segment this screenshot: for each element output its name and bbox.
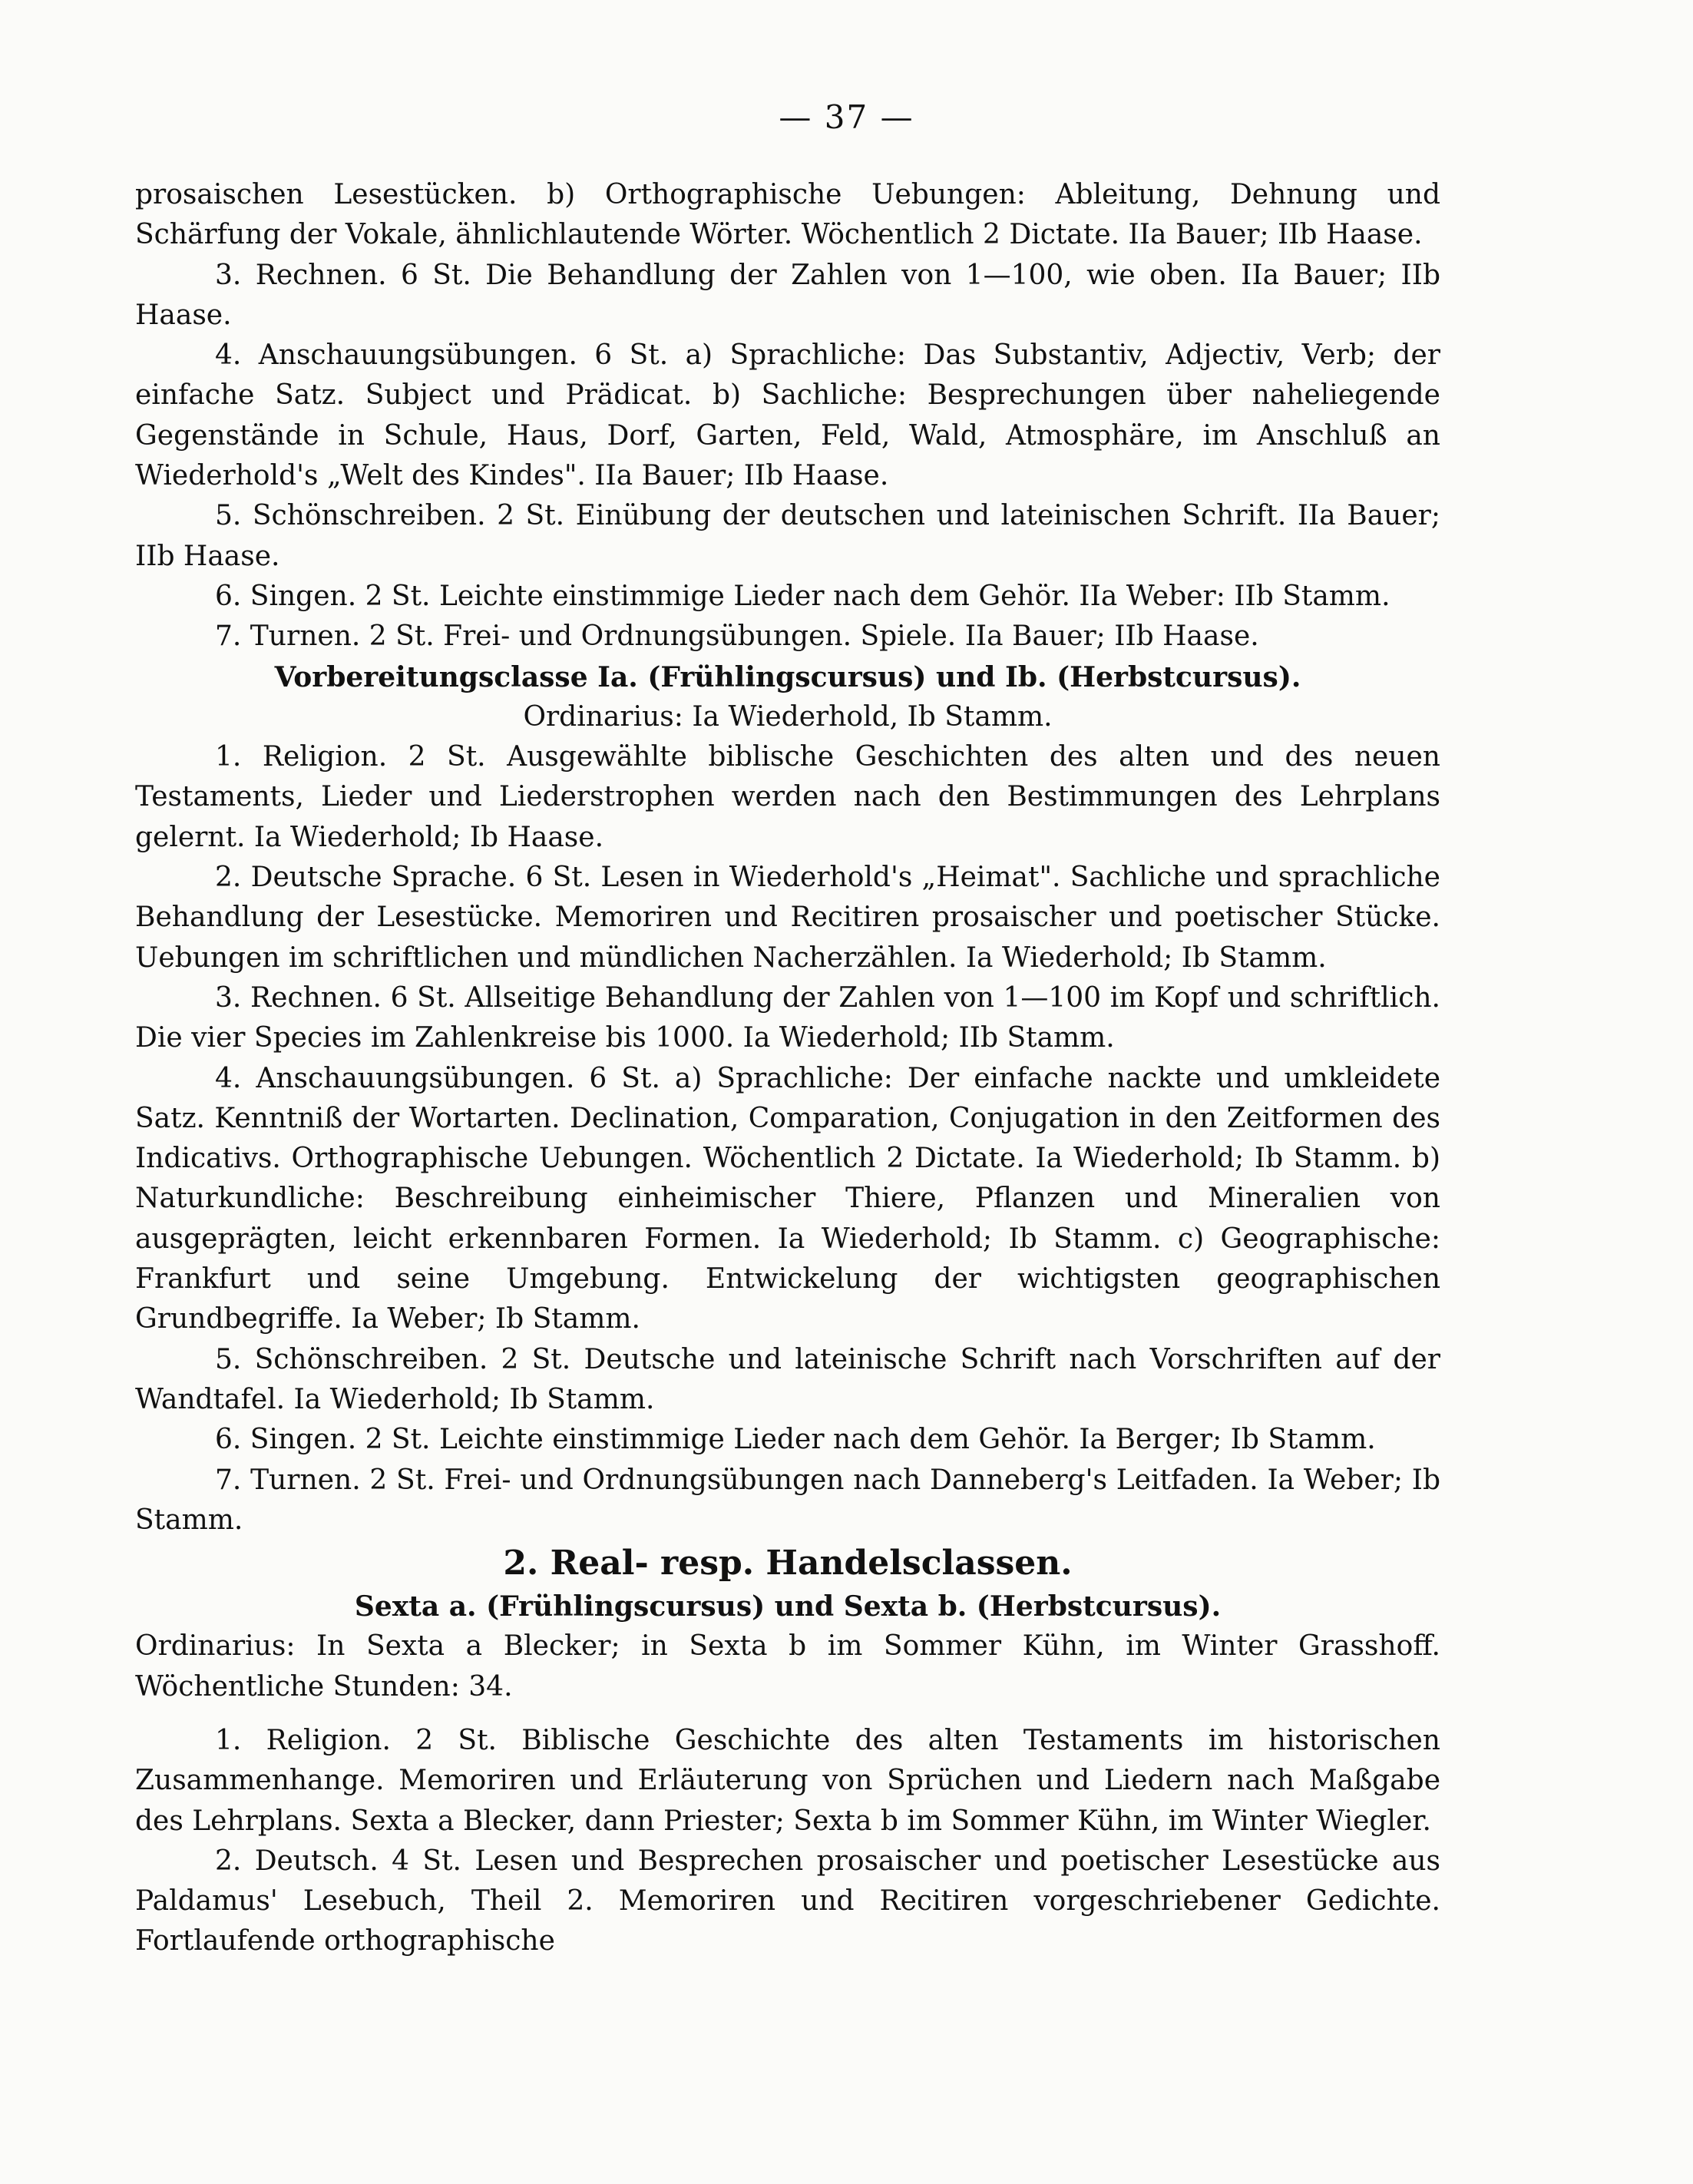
paragraph-singen: 6. Singen. 2 St. Leichte einstimmige Lieder nach dem Gehör. IIa Weber: IIb Stamm. [215, 580, 1390, 612]
paragraph-singen-ia: 6. Singen. 2 St. Leichte einstimmige Lieder nach dem Gehör. Ia Berger; Ib Stamm. [215, 1424, 1376, 1456]
paragraph-deutsche-sprache: 2. Deutsche Sprache. 6 St. Lesen in Wiederhold's „Heimat". Sachliche und sprachliche Behandlung der Lesestücke. Memoriren und Recitiren prosaischer und poetischer Stücke. Uebungen im schriftlichen und mündlichen Nacherzählen. Ia Wiederhold; Ib Stamm. [135, 862, 1440, 974]
subheading-sexta: Sexta a. (Frühlingscursus) und Sexta b. (Herbstcursus). [354, 1590, 1222, 1623]
paragraph-rechnen-ia: 3. Rechnen. 6 St. Allseitige Behandlung der Zahlen von 1—100 im Kopf und schriftlich. Die vier Species im Zahlenkreise bis 1000. Ia Wiederhold; IIb Stamm. [135, 981, 1440, 1054]
paragraph-deutsch-sexta: 2. Deutsch. 4 St. Lesen und Besprechen prosaischer und poetischer Lesestücke aus Paldamus' Lesebuch, Theil 2. Memoriren und Recitiren vorgeschriebener Gedichte. Fortlaufende orthographische [135, 1845, 1440, 1957]
paragraph-religion: 1. Religion. 2 St. Ausgewählte biblische Geschichten des alten und des neuen Testaments, Lieder und Liederstrophen werden nach den Bestimmungen des Lehrplans gelernt. Ia Wiederhold; Ib Haase. [135, 741, 1440, 853]
section-heading-vorbereitungsclasse: Vorbereitungsclasse Ia. (Frühlingscursus) und Ib. (Herbstcursus). [274, 660, 1301, 693]
ordinarius-sexta: Ordinarius: In Sexta a Blecker; in Sexta b im Sommer Kühn, im Winter Grasshoff. Wöchentliche Stunden: 34. [135, 1630, 1440, 1703]
section-heading-realclassen: 2. Real- resp. Handelsclassen. [503, 1544, 1073, 1583]
paragraph-anschauungsuebungen-ia: 4. Anschauungsübungen. 6 St. a) Sprachliche: Der einfache nackte und umkleidete Satz. Kenntniß der Wortarten. Declination, Comparation, Conjugation in den Zeitformen des Indicativs. Orthographische Uebungen. Wöchentlich 2 Dictate. Ia Wiederhold; Ib Stamm. b) Naturkundliche: Beschreibung einheimischer Thiere, Pflanzen und Mineralien von ausgeprägten, leicht erkennbaren Formen. Ia Wiederhold; Ib Stamm. c) Geographische: Frankfurt und seine Umgebung. Entwickelung der wichtigsten geographischen Grundbegriffe. Ia Weber; Ib Stamm. [135, 1062, 1440, 1335]
paragraph-schoenschreiben-ia: 5. Schönschreiben. 2 St. Deutsche und lateinische Schrift nach Vorschriften auf der Wandtafel. Ia Wiederhold; Ib Stamm. [135, 1343, 1440, 1415]
paragraph-turnen: 7. Turnen. 2 St. Frei- und Ordnungsübungen. Spiele. IIa Bauer; IIb Haase. [215, 620, 1259, 653]
paragraph-rechnen: 3. Rechnen. 6 St. Die Behandlung der Zahlen von 1—100, wie oben. IIa Bauer; IIb Haase. [135, 259, 1440, 331]
paragraph-turnen-ia: 7. Turnen. 2 St. Frei- und Ordnungsübungen nach Danneberg's Leitfaden. Ia Weber; Ib Stamm. [135, 1464, 1440, 1536]
paragraph-anschauungsuebungen: 4. Anschauungsübungen. 6 St. a) Sprachliche: Das Substantiv, Adjectiv, Verb; der einfache Satz. Subject und Prädicat. b) Sachliche: Besprechungen über naheliegende Gegenstände in Schule, Haus, Dorf, Garten, Feld, Wald, Atmosphäre, im Anschluß an Wiederhold's „Welt des Kindes". IIa Bauer; IIb Haase. [135, 339, 1440, 492]
paragraph-schoenschreiben: 5. Schönschreiben. 2 St. Einübung der deutschen und lateinischen Schrift. IIa Bauer; IIb Haase. [135, 500, 1440, 572]
body-text [135, 175, 1440, 1962]
page-number: — 37 — [779, 98, 914, 136]
paragraph-continuation: prosaischen Lesestücken. b) Orthographische Uebungen: Ableitung, Dehnung und Schärfung der Vokale, ähnlichlautende Wörter. Wöchentlich 2 Dictate. IIa Bauer; IIb Haase. [135, 179, 1440, 251]
ordinarius-line: Ordinarius: Ia Wiederhold, Ib Stamm. [523, 700, 1053, 733]
paragraph-religion-sexta: 1. Religion. 2 St. Biblische Geschichte des alten Testaments im historischen Zusammenhange. Memoriren und Erläuterung von Sprüchen und Liedern nach Maßgabe des Lehrplans. Sexta a Blecker, dann Priester; Sexta b im Sommer Kühn, im Winter Wiegler. [135, 1724, 1440, 1837]
